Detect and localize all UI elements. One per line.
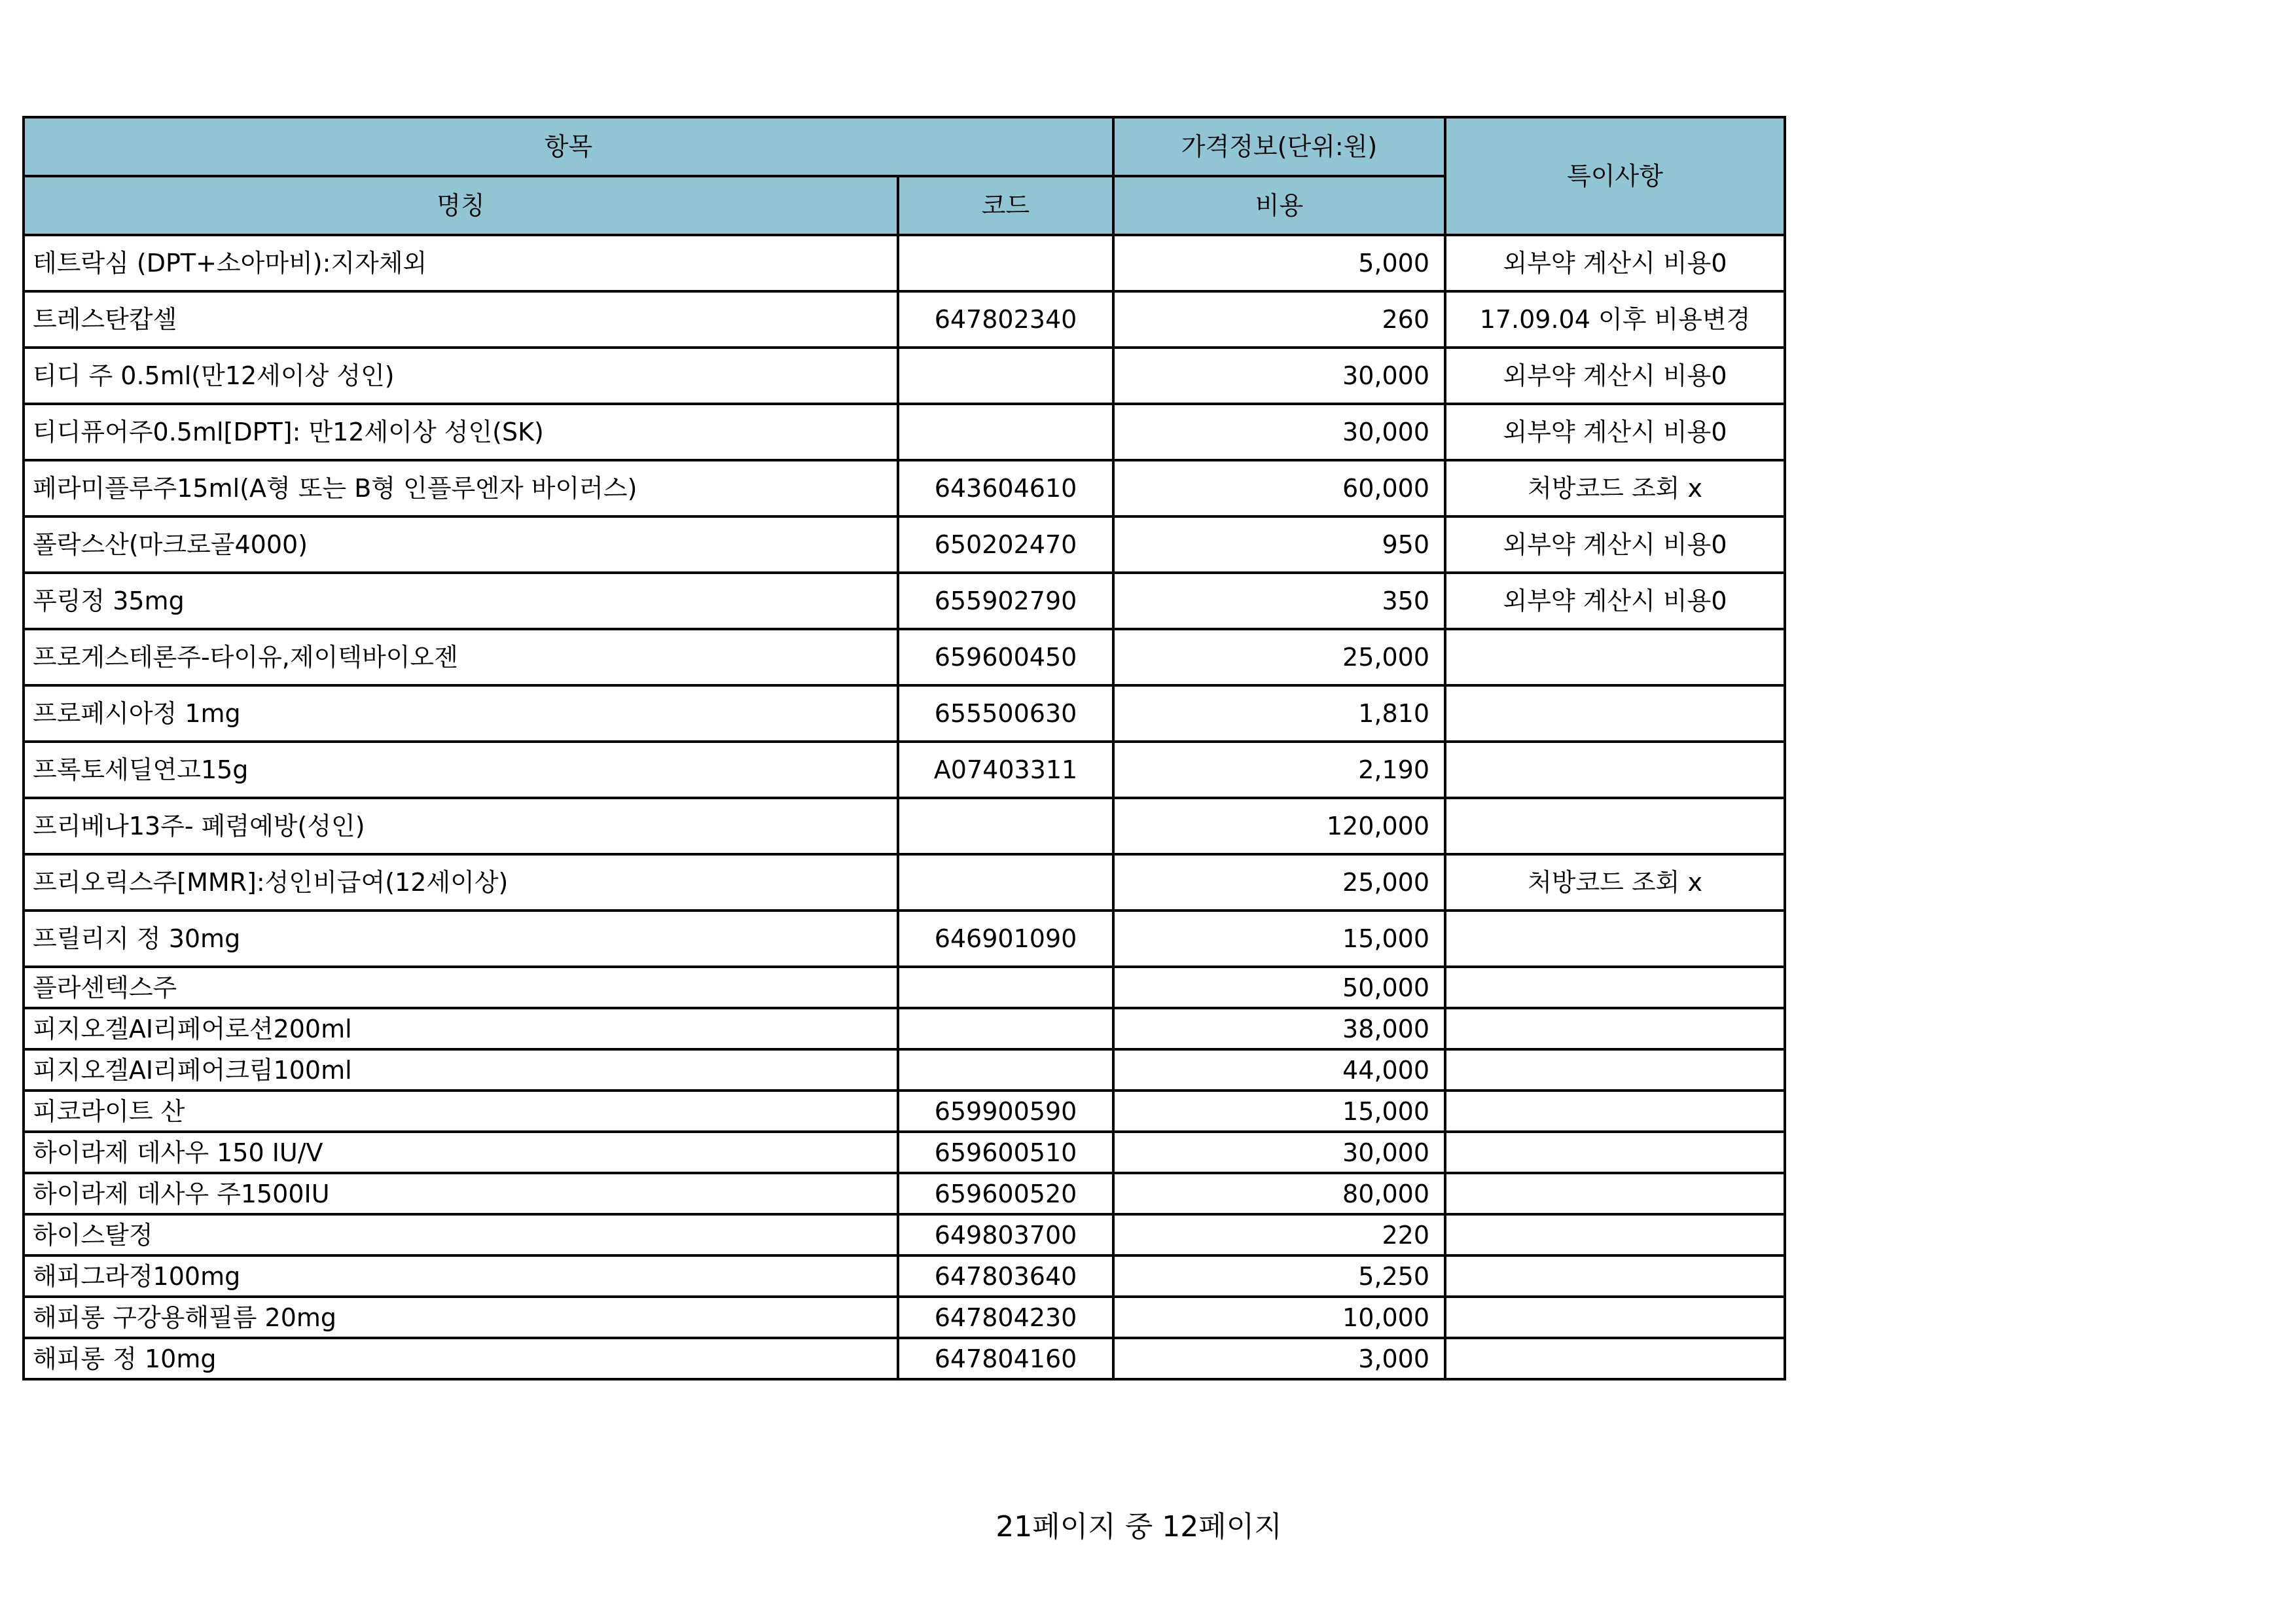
code-cell: [898, 235, 1113, 291]
cost-cell: 15,000: [1113, 1091, 1445, 1132]
code-cell: 659600510: [898, 1132, 1113, 1173]
note-cell: 외부약 계산시 비용0: [1445, 573, 1785, 629]
table-row: [24, 1297, 1785, 1338]
cost-cell: 5,000: [1113, 235, 1445, 291]
name-cell: 티디 주 0.5ml(만12세이상 성인): [24, 348, 898, 404]
table-row: [24, 1049, 1785, 1091]
cost-cell: 30,000: [1113, 348, 1445, 404]
table-row: [24, 1173, 1785, 1214]
cost-cell: 60,000: [1113, 460, 1445, 516]
code-cell: 650202470: [898, 516, 1113, 573]
name-cell: 티디퓨어주0.5ml[DPT]: 만12세이상 성인(SK): [24, 404, 898, 460]
table-row: [24, 460, 1785, 516]
cost-cell: 1,810: [1113, 685, 1445, 742]
code-cell: 659600450: [898, 629, 1113, 685]
table-row: [24, 404, 1785, 460]
name-cell: 푸링정 35mg: [24, 573, 898, 629]
name-cell: 플라센텍스주: [24, 967, 898, 1008]
code-cell: [898, 1008, 1113, 1049]
code-cell: [898, 1049, 1113, 1091]
code-cell: 659900590: [898, 1091, 1113, 1132]
name-cell: 하이스탈정: [24, 1214, 898, 1255]
header-notes: 특이사항: [1445, 117, 1785, 235]
note-cell: [1445, 1297, 1785, 1338]
note-cell: [1445, 911, 1785, 967]
code-cell: 649803700: [898, 1214, 1113, 1255]
cost-cell: 10,000: [1113, 1297, 1445, 1338]
table-row: [24, 235, 1785, 291]
table-row: [24, 967, 1785, 1008]
table-row: [24, 798, 1785, 854]
table-row: [24, 291, 1785, 348]
cost-cell: 120,000: [1113, 798, 1445, 854]
code-cell: 659600520: [898, 1173, 1113, 1214]
table-row: [24, 573, 1785, 629]
note-cell: [1445, 629, 1785, 685]
cost-cell: 350: [1113, 573, 1445, 629]
note-cell: 외부약 계산시 비용0: [1445, 404, 1785, 460]
cost-cell: 30,000: [1113, 404, 1445, 460]
table-row: [24, 1091, 1785, 1132]
name-cell: 해피롱 정 10mg: [24, 1338, 898, 1379]
name-cell: 피지오겔AI리페어크림100ml: [24, 1049, 898, 1091]
cost-cell: 220: [1113, 1214, 1445, 1255]
price-table: [22, 116, 1786, 1380]
note-cell: [1445, 1214, 1785, 1255]
note-cell: [1445, 1049, 1785, 1091]
name-cell: 폴락스산(마크로골4000): [24, 516, 898, 573]
name-cell: 프로게스테론주-타이유,제이텍바이오젠: [24, 629, 898, 685]
table-row: [24, 629, 1785, 685]
cost-cell: 30,000: [1113, 1132, 1445, 1173]
cost-cell: 80,000: [1113, 1173, 1445, 1214]
cost-cell: 44,000: [1113, 1049, 1445, 1091]
name-cell: 프릴리지 정 30mg: [24, 911, 898, 967]
note-cell: 처방코드 조회 x: [1445, 460, 1785, 516]
table-row: [24, 742, 1785, 798]
code-cell: 647803640: [898, 1255, 1113, 1297]
name-cell: 피코라이트 산: [24, 1091, 898, 1132]
cost-cell: 25,000: [1113, 629, 1445, 685]
name-cell: 하이라제 데사우 150 IU/V: [24, 1132, 898, 1173]
name-cell: 프리베나13주- 폐렴예방(성인): [24, 798, 898, 854]
name-cell: 해피롱 구강용해필름 20mg: [24, 1297, 898, 1338]
cost-cell: 3,000: [1113, 1338, 1445, 1379]
code-cell: [898, 348, 1113, 404]
header-price-group: 가격정보(단위:원): [1113, 117, 1445, 176]
table-row: [24, 1255, 1785, 1297]
table-row: [24, 1338, 1785, 1379]
name-cell: 해피그라정100mg: [24, 1255, 898, 1297]
note-cell: [1445, 1173, 1785, 1214]
name-cell: 피지오겔AI리페어로션200ml: [24, 1008, 898, 1049]
header-name: 명칭: [24, 176, 898, 235]
code-cell: 655902790: [898, 573, 1113, 629]
note-cell: [1445, 1008, 1785, 1049]
cost-cell: 950: [1113, 516, 1445, 573]
table-row: [24, 911, 1785, 967]
header-cost: 비용: [1113, 176, 1445, 235]
note-cell: 외부약 계산시 비용0: [1445, 516, 1785, 573]
cost-cell: 260: [1113, 291, 1445, 348]
note-cell: [1445, 1132, 1785, 1173]
name-cell: 프록토세딜연고15g: [24, 742, 898, 798]
table-row: [24, 854, 1785, 911]
note-cell: 17.09.04 이후 비용변경: [1445, 291, 1785, 348]
code-cell: 646901090: [898, 911, 1113, 967]
table-row: [24, 685, 1785, 742]
table-row: [24, 1008, 1785, 1049]
header-row-top: [24, 117, 1785, 176]
table-row: [24, 1132, 1785, 1173]
name-cell: 테트락심 (DPT+소아마비):지자체외: [24, 235, 898, 291]
code-cell: 655500630: [898, 685, 1113, 742]
code-cell: 647802340: [898, 291, 1113, 348]
cost-cell: 5,250: [1113, 1255, 1445, 1297]
note-cell: 외부약 계산시 비용0: [1445, 348, 1785, 404]
code-cell: 647804160: [898, 1338, 1113, 1379]
name-cell: 하이라제 데사우 주1500IU: [24, 1173, 898, 1214]
note-cell: [1445, 1091, 1785, 1132]
code-cell: A07403311: [898, 742, 1113, 798]
cost-cell: 2,190: [1113, 742, 1445, 798]
cost-cell: 38,000: [1113, 1008, 1445, 1049]
header-item-group: 항목: [24, 117, 1113, 176]
code-cell: [898, 967, 1113, 1008]
page-number: 21페이지 중 12페이지: [996, 1510, 1282, 1543]
note-cell: [1445, 798, 1785, 854]
note-cell: [1445, 742, 1785, 798]
code-cell: [898, 404, 1113, 460]
table-header: [24, 117, 1785, 235]
table-body: [24, 235, 1785, 1379]
cost-cell: 15,000: [1113, 911, 1445, 967]
code-cell: 647804230: [898, 1297, 1113, 1338]
name-cell: 프리오릭스주[MMR]:성인비급여(12세이상): [24, 854, 898, 911]
cost-cell: 25,000: [1113, 854, 1445, 911]
note-cell: 처방코드 조회 x: [1445, 854, 1785, 911]
table-row: [24, 348, 1785, 404]
cost-cell: 50,000: [1113, 967, 1445, 1008]
note-cell: [1445, 967, 1785, 1008]
table-row: [24, 516, 1785, 573]
code-cell: [898, 798, 1113, 854]
table-row: [24, 1214, 1785, 1255]
name-cell: 페라미플루주15ml(A형 또는 B형 인플루엔자 바이러스): [24, 460, 898, 516]
note-cell: [1445, 685, 1785, 742]
note-cell: [1445, 1255, 1785, 1297]
note-cell: [1445, 1338, 1785, 1379]
name-cell: 프로페시아정 1mg: [24, 685, 898, 742]
code-cell: 643604610: [898, 460, 1113, 516]
note-cell: 외부약 계산시 비용0: [1445, 235, 1785, 291]
header-code: 코드: [898, 176, 1113, 235]
name-cell: 트레스탄캅셀: [24, 291, 898, 348]
code-cell: [898, 854, 1113, 911]
